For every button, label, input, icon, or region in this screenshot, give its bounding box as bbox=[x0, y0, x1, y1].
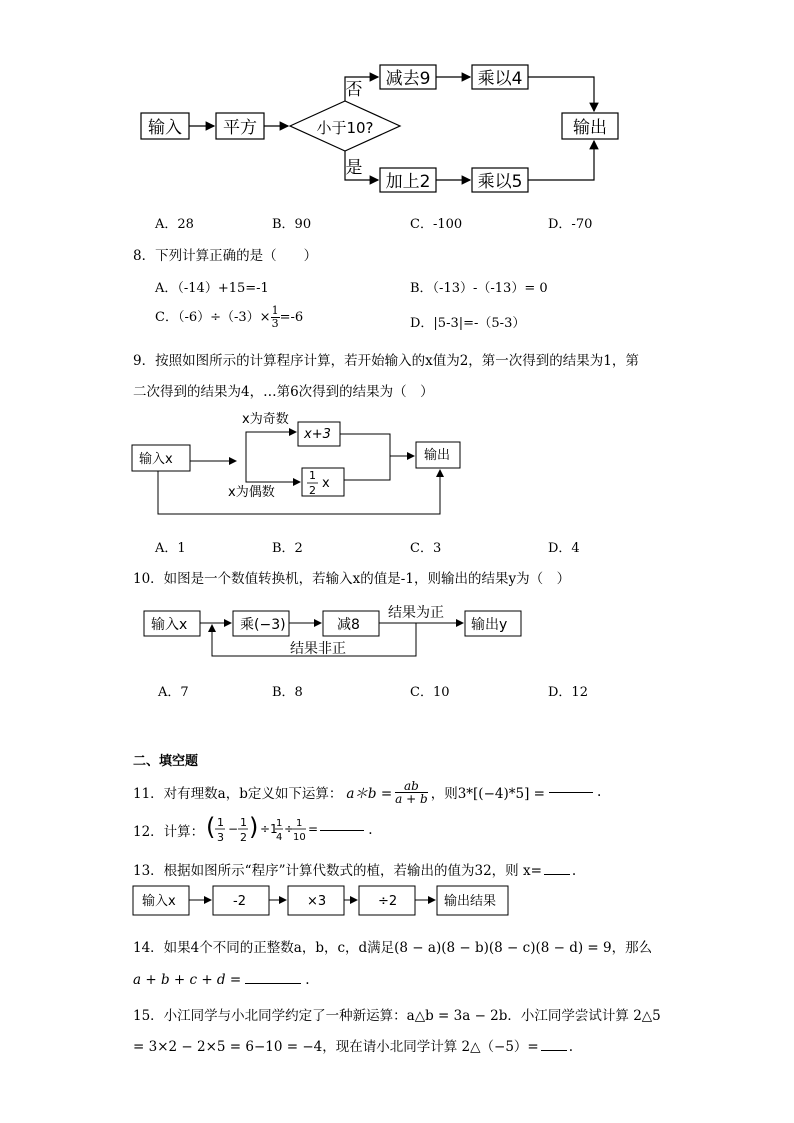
q8-stem: 8．下列计算正确的是（ ） bbox=[133, 248, 318, 264]
q14-line1: 14．如果4个不同的正整数a，b，c，d满足(8 − a)(8 − b)(8 − c)(8 − d) = 9，那么 bbox=[133, 940, 653, 956]
q9-output-box: 输出 bbox=[424, 448, 451, 463]
q9-option-a[interactable]: A．1 bbox=[155, 541, 186, 556]
q10-option-b[interactable]: B．8 bbox=[272, 685, 303, 700]
q7-mul5-box: 乘以5 bbox=[477, 172, 523, 192]
q9-odd-label: x为奇数 bbox=[242, 412, 289, 427]
q12 bbox=[133, 813, 372, 847]
q9-input-box: 输入x bbox=[139, 452, 173, 467]
q7-sub9-box: 减去9 bbox=[385, 69, 431, 89]
svg-text:3: 3 bbox=[217, 831, 225, 844]
q14-line2-wrap bbox=[133, 972, 309, 988]
q10-not-positive-label: 结果非正 bbox=[290, 641, 346, 657]
q8-option-a[interactable]: A．（-14）+15=-1 bbox=[155, 281, 269, 296]
q9-stem-line1: 9．按照如图所示的计算程序计算，若开始输入的x值为2，第一次得到的结果为1，第 bbox=[133, 353, 639, 369]
q9-half-num: 1 bbox=[309, 469, 316, 482]
q9-even-label: x为偶数 bbox=[228, 485, 275, 500]
q13-end: . bbox=[571, 863, 577, 879]
q7-option-d[interactable]: D．-70 bbox=[548, 217, 593, 232]
q13-mul3-box: ×3 bbox=[307, 894, 327, 909]
svg-text:=: = bbox=[308, 822, 319, 836]
q10-option-c[interactable]: C．10 bbox=[410, 685, 450, 700]
svg-text:1: 1 bbox=[240, 816, 248, 829]
q11-fraction: $\frac{ab}{a + b}$ bbox=[395, 778, 428, 806]
q11 bbox=[133, 774, 601, 810]
q10-option-d[interactable]: D．12 bbox=[548, 685, 588, 700]
q7-square-box: 平方 bbox=[223, 118, 257, 138]
q12-end: . bbox=[368, 822, 373, 838]
q13-output-box: 输出结果 bbox=[444, 894, 497, 909]
q7-output-box: 输出 bbox=[573, 118, 607, 138]
q10-flowchart bbox=[140, 600, 530, 662]
q7-no-label: 否 bbox=[345, 80, 363, 100]
q12-pre: 12．计算： bbox=[133, 824, 205, 840]
q13-flowchart bbox=[130, 883, 512, 919]
svg-text:1: 1 bbox=[276, 818, 283, 829]
q7-option-a[interactable]: A．28 bbox=[155, 217, 194, 232]
q11-pre: 11．对有理数a，b定义如下运算： bbox=[133, 786, 343, 802]
q7-option-c[interactable]: C．-100 bbox=[410, 217, 463, 232]
q10-sub-box: 减8 bbox=[337, 617, 360, 633]
q10-option-a[interactable]: A．7 bbox=[158, 685, 189, 700]
q15-line2-wrap bbox=[133, 1035, 573, 1055]
svg-text:1: 1 bbox=[296, 818, 303, 829]
q7-condition: 小于10? bbox=[316, 119, 374, 137]
q9-flowchart bbox=[128, 408, 468, 523]
q12-answer-blank[interactable] bbox=[320, 829, 364, 831]
q8-option-d[interactable]: D．|5-3|=-（5-3） bbox=[410, 316, 526, 331]
q11-post: ，则3*[(−4)*5] = bbox=[430, 786, 545, 802]
q8-option-c[interactable] bbox=[155, 305, 303, 330]
q10-mul-box: 乘(−3) bbox=[240, 617, 286, 633]
q13-input-box: 输入x bbox=[142, 894, 176, 909]
q15-line2: = 3×2 − 2×5 = 6−10 = −4，现在请小北同学计算 2△（−5）= bbox=[133, 1039, 539, 1055]
q11-formula-lhs: a＊b = bbox=[346, 786, 393, 802]
q7-option-b[interactable]: B．90 bbox=[272, 217, 312, 232]
svg-text:÷: ÷ bbox=[284, 822, 295, 836]
q9-plus3-box: x+3 bbox=[304, 427, 331, 442]
q15-answer-blank[interactable] bbox=[541, 1049, 567, 1051]
svg-text:10: 10 bbox=[293, 832, 306, 843]
q10-stem: 10．如图是一个数值转换机，若输入x的值是-1，则输出的结果y为（ ） bbox=[133, 571, 571, 587]
q14-end: . bbox=[305, 972, 310, 988]
q9-half-den: 2 bbox=[309, 484, 316, 497]
svg-text:÷1: ÷1 bbox=[260, 822, 278, 836]
q8-option-c-post: =-6 bbox=[279, 310, 304, 325]
q9-option-d[interactable]: D．4 bbox=[548, 541, 580, 556]
q10-input-box: 输入x bbox=[151, 617, 188, 633]
q7-yes-label: 是 bbox=[345, 158, 363, 178]
svg-text:4: 4 bbox=[276, 832, 283, 843]
q8-option-c-pre: C．（-6）÷（-3）× bbox=[155, 310, 271, 325]
q14-line2: a + b + c + d = bbox=[133, 972, 242, 988]
q7-input-box: 输入 bbox=[148, 118, 182, 138]
q11-answer-blank[interactable] bbox=[549, 791, 593, 793]
q12-expression bbox=[204, 813, 319, 847]
svg-text:): ) bbox=[249, 813, 259, 841]
q13 bbox=[133, 859, 576, 879]
q13-sub2-box: -2 bbox=[233, 894, 246, 909]
svg-text:2: 2 bbox=[240, 831, 248, 844]
q9-stem-line2: 二次得到的结果为4，…第6次得到的结果为（ ） bbox=[133, 384, 434, 400]
q7-add2-box: 加上2 bbox=[385, 172, 431, 192]
q14-answer-blank[interactable] bbox=[245, 982, 301, 984]
q15-line1: 15．小江同学与小北同学约定了一种新运算：a△b = 3a − 2b．小江同学尝试计算 2△5 bbox=[133, 1008, 661, 1024]
q10-output-box: 输出y bbox=[471, 617, 508, 633]
q8-option-c-fraction: $\frac{1}{3}$ bbox=[271, 304, 279, 330]
q7-flowchart bbox=[130, 55, 630, 200]
q7-mul4-box: 乘以4 bbox=[477, 69, 523, 89]
q9-option-c[interactable]: C．3 bbox=[410, 541, 442, 556]
q13-stem: 13．根据如图所示“程序”计算代数式的植，若输出的值为32，则 x= bbox=[133, 863, 542, 879]
q13-div2-box: ÷2 bbox=[378, 894, 398, 909]
q9-half-x: x bbox=[322, 476, 330, 491]
svg-text:(: ( bbox=[206, 813, 216, 841]
q15-end: . bbox=[568, 1039, 574, 1055]
svg-text:−: − bbox=[228, 822, 239, 836]
q10-positive-label: 结果为正 bbox=[388, 605, 444, 621]
q9-option-b[interactable]: B．2 bbox=[272, 541, 303, 556]
section-title: 二、填空题 bbox=[133, 754, 199, 769]
svg-text:1: 1 bbox=[217, 816, 225, 829]
q13-answer-blank[interactable] bbox=[544, 873, 570, 875]
q11-end: . bbox=[596, 784, 602, 800]
q8-option-b[interactable]: B．（-13）-（-13）= 0 bbox=[410, 281, 548, 296]
